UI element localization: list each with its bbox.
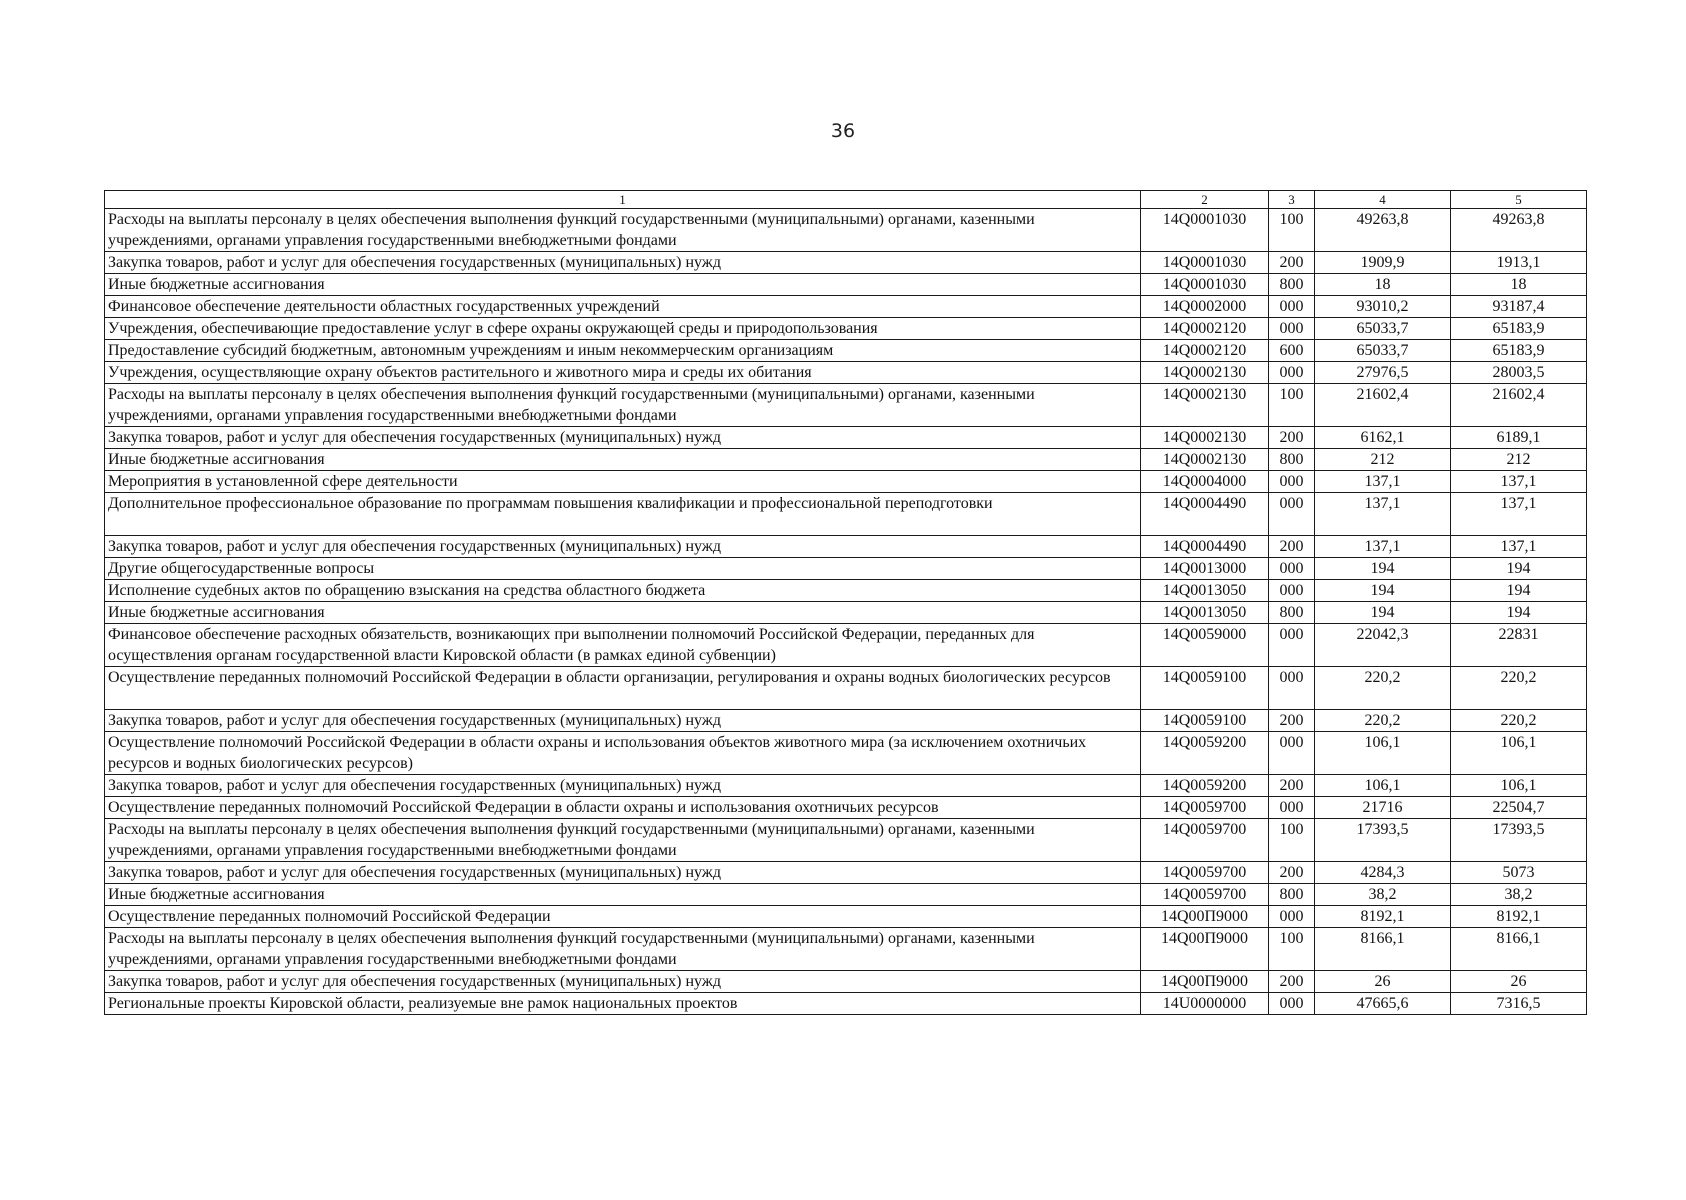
cell-value-1: 22042,3 bbox=[1315, 624, 1451, 667]
table-row bbox=[105, 732, 1587, 775]
cell-code: 14Q00П9000 bbox=[1141, 971, 1269, 993]
cell-code: 14Q0059000 bbox=[1141, 624, 1269, 667]
cell-kind: 000 bbox=[1269, 732, 1315, 775]
cell-code: 14Q0002130 bbox=[1141, 384, 1269, 427]
cell-value-2: 137,1 bbox=[1451, 493, 1587, 536]
cell-name: Закупка товаров, работ и услуг для обеспечения государственных (муниципальных) нужд bbox=[105, 775, 1141, 797]
cell-name: Закупка товаров, работ и услуг для обеспечения государственных (муниципальных) нужд bbox=[105, 710, 1141, 732]
cell-value-2: 93187,4 bbox=[1451, 296, 1587, 318]
cell-value-2: 6189,1 bbox=[1451, 427, 1587, 449]
cell-code: 14Q0013050 bbox=[1141, 602, 1269, 624]
cell-code: 14Q0002120 bbox=[1141, 340, 1269, 362]
cell-kind: 000 bbox=[1269, 906, 1315, 928]
cell-name: Учреждения, осуществляющие охрану объектов растительного и животного мира и среды их обитания bbox=[105, 362, 1141, 384]
cell-code: 14Q0004490 bbox=[1141, 493, 1269, 536]
cell-value-1: 47665,6 bbox=[1315, 993, 1451, 1015]
cell-value-1: 65033,7 bbox=[1315, 340, 1451, 362]
header-cell-code: 2 bbox=[1141, 191, 1269, 209]
cell-value-2: 8192,1 bbox=[1451, 906, 1587, 928]
cell-value-2: 21602,4 bbox=[1451, 384, 1587, 427]
header-cell-value-1: 4 bbox=[1315, 191, 1451, 209]
table-row bbox=[105, 362, 1587, 384]
cell-value-2: 137,1 bbox=[1451, 471, 1587, 493]
cell-code: 14Q0002130 bbox=[1141, 427, 1269, 449]
cell-code: 14Q0002130 bbox=[1141, 449, 1269, 471]
table-row bbox=[105, 252, 1587, 274]
cell-code: 14Q0002000 bbox=[1141, 296, 1269, 318]
cell-value-1: 212 bbox=[1315, 449, 1451, 471]
cell-kind: 000 bbox=[1269, 362, 1315, 384]
cell-value-2: 17393,5 bbox=[1451, 819, 1587, 862]
cell-value-1: 137,1 bbox=[1315, 536, 1451, 558]
table-row bbox=[105, 971, 1587, 993]
table-row bbox=[105, 274, 1587, 296]
cell-value-1: 137,1 bbox=[1315, 493, 1451, 536]
cell-kind: 200 bbox=[1269, 775, 1315, 797]
cell-name: Расходы на выплаты персоналу в целях обеспечения выполнения функций государственными (муниципальными) органами, казенными учреждениями, органами управления государственными внебюджетными фондами bbox=[105, 819, 1141, 862]
header-cell-name: 1 bbox=[105, 191, 1141, 209]
cell-kind: 000 bbox=[1269, 493, 1315, 536]
table-row bbox=[105, 493, 1587, 536]
cell-value-1: 1909,9 bbox=[1315, 252, 1451, 274]
table-row bbox=[105, 819, 1587, 862]
cell-value-2: 194 bbox=[1451, 558, 1587, 580]
cell-value-1: 106,1 bbox=[1315, 732, 1451, 775]
cell-value-1: 18 bbox=[1315, 274, 1451, 296]
cell-name: Закупка товаров, работ и услуг для обеспечения государственных (муниципальных) нужд bbox=[105, 427, 1141, 449]
cell-kind: 000 bbox=[1269, 580, 1315, 602]
table-row bbox=[105, 928, 1587, 971]
cell-code: 14Q0001030 bbox=[1141, 274, 1269, 296]
cell-kind: 200 bbox=[1269, 427, 1315, 449]
cell-name: Дополнительное профессиональное образование по программам повышения квалификации и профессиональной переподготовки bbox=[105, 493, 1141, 536]
table-row bbox=[105, 296, 1587, 318]
table-row bbox=[105, 449, 1587, 471]
cell-code: 14Q0001030 bbox=[1141, 252, 1269, 274]
cell-kind: 100 bbox=[1269, 928, 1315, 971]
cell-value-2: 28003,5 bbox=[1451, 362, 1587, 384]
cell-value-1: 21716 bbox=[1315, 797, 1451, 819]
cell-kind: 000 bbox=[1269, 471, 1315, 493]
cell-value-1: 194 bbox=[1315, 580, 1451, 602]
cell-value-1: 106,1 bbox=[1315, 775, 1451, 797]
cell-value-1: 65033,7 bbox=[1315, 318, 1451, 340]
cell-kind: 200 bbox=[1269, 971, 1315, 993]
cell-name: Закупка товаров, работ и услуг для обеспечения государственных (муниципальных) нужд bbox=[105, 971, 1141, 993]
cell-kind: 000 bbox=[1269, 296, 1315, 318]
cell-value-2: 26 bbox=[1451, 971, 1587, 993]
cell-value-2: 5073 bbox=[1451, 862, 1587, 884]
cell-kind: 600 bbox=[1269, 340, 1315, 362]
cell-value-2: 49263,8 bbox=[1451, 209, 1587, 252]
cell-value-1: 194 bbox=[1315, 602, 1451, 624]
table-row bbox=[105, 906, 1587, 928]
cell-name: Осуществление переданных полномочий Российской Федерации bbox=[105, 906, 1141, 928]
cell-code: 14Q0013000 bbox=[1141, 558, 1269, 580]
cell-code: 14Q0002130 bbox=[1141, 362, 1269, 384]
cell-value-2: 18 bbox=[1451, 274, 1587, 296]
table-row bbox=[105, 710, 1587, 732]
cell-name: Учреждения, обеспечивающие предоставление услуг в сфере охраны окружающей среды и природопользования bbox=[105, 318, 1141, 340]
table-row bbox=[105, 993, 1587, 1015]
cell-name: Осуществление полномочий Российской Федерации в области охраны и использования объектов животного мира (за исключением охотничьих ресурсов и водных биологических ресурсов) bbox=[105, 732, 1141, 775]
cell-value-1: 49263,8 bbox=[1315, 209, 1451, 252]
table-row bbox=[105, 667, 1587, 710]
cell-value-2: 220,2 bbox=[1451, 710, 1587, 732]
cell-name: Осуществление переданных полномочий Российской Федерации в области охраны и использования охотничьих ресурсов bbox=[105, 797, 1141, 819]
cell-value-1: 137,1 bbox=[1315, 471, 1451, 493]
cell-kind: 000 bbox=[1269, 318, 1315, 340]
cell-value-2: 194 bbox=[1451, 602, 1587, 624]
table-row bbox=[105, 209, 1587, 252]
table-row bbox=[105, 862, 1587, 884]
cell-name: Расходы на выплаты персоналу в целях обеспечения выполнения функций государственными (муниципальными) органами, казенными учреждениями, органами управления государственными внебюджетными фондами bbox=[105, 384, 1141, 427]
cell-kind: 200 bbox=[1269, 536, 1315, 558]
cell-code: 14Q0004000 bbox=[1141, 471, 1269, 493]
cell-name: Иные бюджетные ассигнования bbox=[105, 449, 1141, 471]
cell-value-1: 220,2 bbox=[1315, 667, 1451, 710]
cell-name: Другие общегосударственные вопросы bbox=[105, 558, 1141, 580]
cell-name: Мероприятия в установленной сфере деятельности bbox=[105, 471, 1141, 493]
cell-kind: 000 bbox=[1269, 624, 1315, 667]
cell-code: 14Q0059700 bbox=[1141, 797, 1269, 819]
table-row bbox=[105, 797, 1587, 819]
cell-name: Иные бюджетные ассигнования bbox=[105, 884, 1141, 906]
cell-kind: 000 bbox=[1269, 797, 1315, 819]
table-row bbox=[105, 318, 1587, 340]
cell-kind: 100 bbox=[1269, 384, 1315, 427]
cell-code: 14Q0059100 bbox=[1141, 710, 1269, 732]
cell-kind: 200 bbox=[1269, 710, 1315, 732]
cell-code: 14Q0059700 bbox=[1141, 884, 1269, 906]
cell-value-1: 8192,1 bbox=[1315, 906, 1451, 928]
cell-code: 14Q0013050 bbox=[1141, 580, 1269, 602]
cell-code: 14Q00П9000 bbox=[1141, 906, 1269, 928]
cell-name: Осуществление переданных полномочий Российской Федерации в области организации, регулирования и охраны водных биологических ресурсов bbox=[105, 667, 1141, 710]
table-row bbox=[105, 602, 1587, 624]
cell-value-1: 21602,4 bbox=[1315, 384, 1451, 427]
cell-name: Предоставление субсидий бюджетным, автономным учреждениям и иным некоммерческим организациям bbox=[105, 340, 1141, 362]
cell-value-2: 65183,9 bbox=[1451, 340, 1587, 362]
cell-code: 14Q0002120 bbox=[1141, 318, 1269, 340]
table-row bbox=[105, 624, 1587, 667]
cell-value-2: 106,1 bbox=[1451, 732, 1587, 775]
cell-kind: 200 bbox=[1269, 862, 1315, 884]
cell-kind: 800 bbox=[1269, 884, 1315, 906]
cell-kind: 100 bbox=[1269, 209, 1315, 252]
cell-name: Региональные проекты Кировской области, реализуемые вне рамок национальных проектов bbox=[105, 993, 1141, 1015]
cell-name: Финансовое обеспечение деятельности областных государственных учреждений bbox=[105, 296, 1141, 318]
cell-name: Закупка товаров, работ и услуг для обеспечения государственных (муниципальных) нужд bbox=[105, 536, 1141, 558]
cell-value-2: 106,1 bbox=[1451, 775, 1587, 797]
cell-code: 14Q0059200 bbox=[1141, 775, 1269, 797]
cell-kind: 800 bbox=[1269, 602, 1315, 624]
table-row bbox=[105, 775, 1587, 797]
header-cell-value-2: 5 bbox=[1451, 191, 1587, 209]
cell-code: 14Q0001030 bbox=[1141, 209, 1269, 252]
cell-value-2: 8166,1 bbox=[1451, 928, 1587, 971]
cell-name: Закупка товаров, работ и услуг для обеспечения государственных (муниципальных) нужд bbox=[105, 252, 1141, 274]
cell-code: 14Q00П9000 bbox=[1141, 928, 1269, 971]
cell-value-2: 65183,9 bbox=[1451, 318, 1587, 340]
table-row bbox=[105, 340, 1587, 362]
cell-code: 14Q0004490 bbox=[1141, 536, 1269, 558]
table-body bbox=[105, 209, 1587, 1015]
cell-value-2: 1913,1 bbox=[1451, 252, 1587, 274]
cell-code: 14U0000000 bbox=[1141, 993, 1269, 1015]
cell-kind: 200 bbox=[1269, 252, 1315, 274]
cell-value-2: 212 bbox=[1451, 449, 1587, 471]
page-number: 36 bbox=[830, 120, 856, 142]
cell-value-1: 17393,5 bbox=[1315, 819, 1451, 862]
cell-kind: 100 bbox=[1269, 819, 1315, 862]
cell-code: 14Q0059700 bbox=[1141, 862, 1269, 884]
cell-name: Иные бюджетные ассигнования bbox=[105, 274, 1141, 296]
cell-value-2: 194 bbox=[1451, 580, 1587, 602]
cell-kind: 800 bbox=[1269, 274, 1315, 296]
cell-value-2: 220,2 bbox=[1451, 667, 1587, 710]
cell-name: Финансовое обеспечение расходных обязательств, возникающих при выполнении полномочий Российской Федерации, переданных для осуществления органам государственной власти Кировской области (в рамках единой субвенции) bbox=[105, 624, 1141, 667]
table-row bbox=[105, 558, 1587, 580]
cell-value-2: 22831 bbox=[1451, 624, 1587, 667]
cell-kind: 800 bbox=[1269, 449, 1315, 471]
budget-table bbox=[104, 190, 1587, 1015]
cell-value-1: 38,2 bbox=[1315, 884, 1451, 906]
table-row bbox=[105, 580, 1587, 602]
cell-name: Расходы на выплаты персоналу в целях обеспечения выполнения функций государственными (муниципальными) органами, казенными учреждениями, органами управления государственными внебюджетными фондами bbox=[105, 928, 1141, 971]
table-row bbox=[105, 384, 1587, 427]
table-row bbox=[105, 536, 1587, 558]
cell-kind: 000 bbox=[1269, 993, 1315, 1015]
table-row bbox=[105, 471, 1587, 493]
header-row bbox=[105, 191, 1587, 209]
cell-value-2: 22504,7 bbox=[1451, 797, 1587, 819]
cell-code: 14Q0059100 bbox=[1141, 667, 1269, 710]
cell-value-2: 137,1 bbox=[1451, 536, 1587, 558]
cell-value-1: 93010,2 bbox=[1315, 296, 1451, 318]
cell-name: Закупка товаров, работ и услуг для обеспечения государственных (муниципальных) нужд bbox=[105, 862, 1141, 884]
cell-value-1: 8166,1 bbox=[1315, 928, 1451, 971]
cell-code: 14Q0059200 bbox=[1141, 732, 1269, 775]
cell-name: Расходы на выплаты персоналу в целях обеспечения выполнения функций государственными (муниципальными) органами, казенными учреждениями, органами управления государственными внебюджетными фондами bbox=[105, 209, 1141, 252]
cell-kind: 000 bbox=[1269, 558, 1315, 580]
cell-value-1: 220,2 bbox=[1315, 710, 1451, 732]
cell-name: Иные бюджетные ассигнования bbox=[105, 602, 1141, 624]
cell-value-1: 26 bbox=[1315, 971, 1451, 993]
cell-value-1: 194 bbox=[1315, 558, 1451, 580]
cell-value-1: 6162,1 bbox=[1315, 427, 1451, 449]
cell-value-1: 4284,3 bbox=[1315, 862, 1451, 884]
cell-value-2: 38,2 bbox=[1451, 884, 1587, 906]
table-row bbox=[105, 884, 1587, 906]
cell-name: Исполнение судебных актов по обращению взыскания на средства областного бюджета bbox=[105, 580, 1141, 602]
header-cell-kind: 3 bbox=[1269, 191, 1315, 209]
table-row bbox=[105, 427, 1587, 449]
cell-code: 14Q0059700 bbox=[1141, 819, 1269, 862]
cell-kind: 000 bbox=[1269, 667, 1315, 710]
cell-value-1: 27976,5 bbox=[1315, 362, 1451, 384]
cell-value-2: 7316,5 bbox=[1451, 993, 1587, 1015]
